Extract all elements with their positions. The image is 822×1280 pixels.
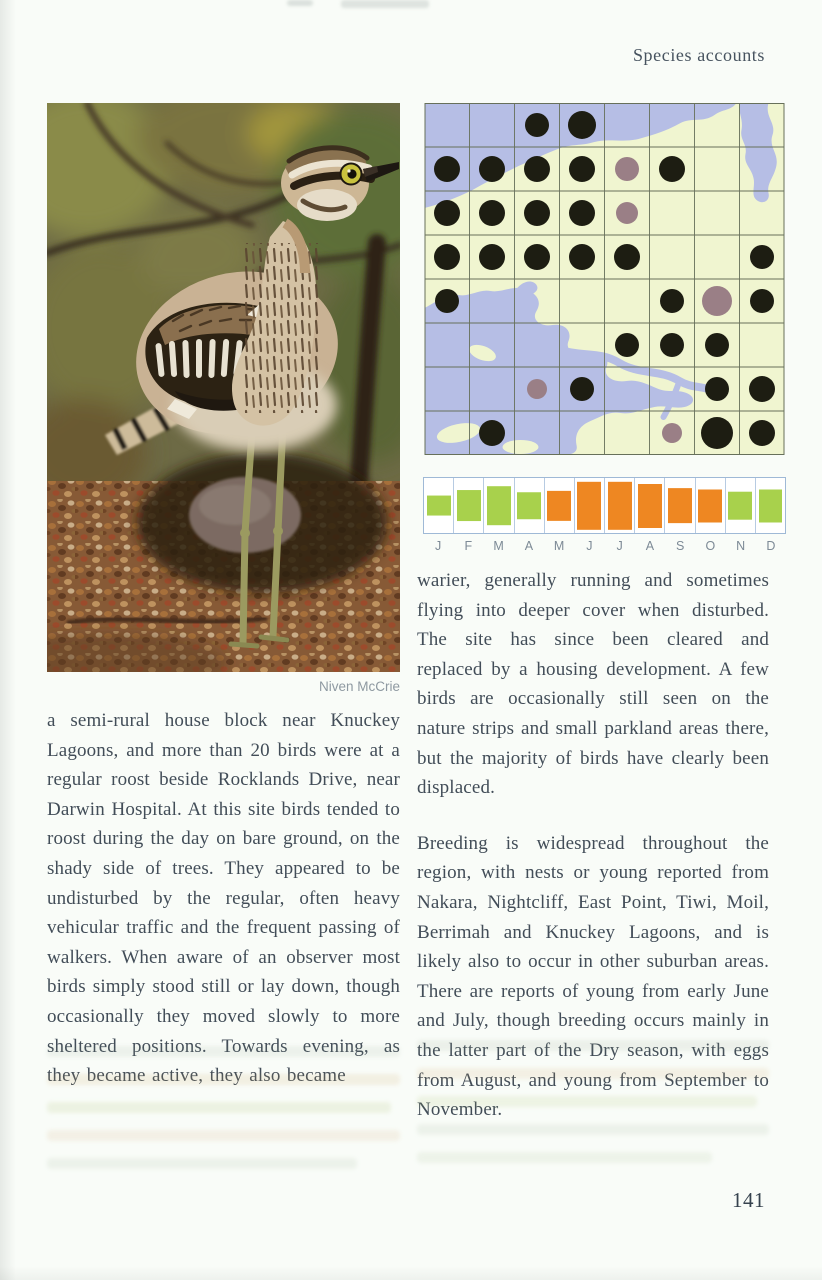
bird-photo (47, 103, 400, 672)
month-axis (423, 539, 786, 557)
record-dot-mauve (527, 379, 547, 399)
record-dot-black (660, 333, 684, 357)
month-cell (424, 478, 454, 533)
distribution-map (424, 103, 785, 455)
month-bar (577, 481, 601, 529)
month-label: J (435, 539, 442, 553)
month-bar (759, 489, 783, 522)
record-dot-mauve (702, 286, 732, 316)
record-dot-black (525, 113, 549, 137)
month-bar (638, 484, 662, 528)
record-dot-black (479, 156, 505, 182)
right-column (417, 566, 769, 1151)
record-dot-black (435, 289, 459, 313)
month-cell (605, 478, 635, 533)
month-cell (484, 478, 514, 533)
month-label: A (524, 539, 534, 553)
month-cell (515, 478, 545, 533)
page-number: 141 (732, 1188, 765, 1212)
showthrough-text (47, 1130, 400, 1141)
record-dot-mauve (616, 202, 638, 224)
month-bar (487, 486, 511, 526)
month-label: O (705, 539, 716, 553)
record-dot-black (660, 289, 684, 313)
body-paragraph: Breeding is widespread throughout the region, with nests or young reported from Nakara, Nightcliff, East Point, Tiwi, Moil, Berrimah and Knuckey Lagoons, and is likely also to occur in other suburban areas. There are reports of young from early June and July, though breeding occurs mainly in the latter part of the Dry season, with eggs from August, and young from September to November. (417, 832, 769, 1121)
page-edge-shadow (0, 0, 16, 1280)
month-label: J (586, 539, 593, 553)
record-dot-black (750, 289, 774, 313)
record-dot-black (705, 333, 729, 357)
record-dot-black (705, 377, 729, 401)
month-label: M (553, 539, 565, 553)
month-cell (545, 478, 575, 533)
record-dot-black (749, 420, 775, 446)
month-bar (668, 488, 692, 524)
month-label: F (464, 539, 473, 553)
body-paragraph: warier, generally running and sometimes flying into deeper cover when disturbed. The site has since been cleared and replaced by a housing development. A few birds are occasionally still seen on the nature strips and small parkland areas there, but the majority of birds have clearly been displaced. (417, 570, 769, 799)
showthrough-smudge (341, 0, 429, 8)
month-bar (698, 489, 722, 522)
bird-photo-art (47, 103, 400, 672)
record-dot-black (524, 244, 550, 270)
month-label: D (766, 539, 776, 553)
running-header: Species accounts (632, 45, 765, 65)
month-label: N (736, 539, 746, 553)
month-cell (575, 478, 605, 533)
record-dot-black (749, 376, 775, 402)
month-bar (457, 490, 481, 522)
body-paragraph: a semi-rural house block near Knuckey Lagoons, and more than 20 birds were at a regular roost beside Rocklands Drive, near Darwin Hospital. At this site birds tended to roost during the day on bare ground, on the shady side of trees. They appeared to be undisturbed by the regular, often heavy vehicular traffic and the frequent passing of walkers. When aware of an observer most birds simply stood still or lay down, though occasionally they moved slowly to more sheltered positions. Towards evening, as they became active, they also became (47, 710, 400, 1087)
record-dot-mauve (615, 157, 639, 181)
record-dot-black (570, 377, 594, 401)
seasonality-chart (423, 477, 786, 534)
month-cell (665, 478, 695, 533)
month-bar (427, 495, 451, 516)
month-cell (454, 478, 484, 533)
record-dot-black (659, 156, 685, 182)
record-dot-black (569, 156, 595, 182)
record-dot-black (479, 244, 505, 270)
record-dot-black (614, 244, 640, 270)
record-dot-black (750, 245, 774, 269)
month-cell (635, 478, 665, 533)
month-label: M (493, 539, 504, 553)
record-dot-mauve (662, 423, 682, 443)
record-dot-black (479, 420, 505, 446)
record-dot-black (524, 200, 550, 226)
showthrough-text (47, 1158, 357, 1169)
month-cell (756, 478, 785, 533)
record-dot-black (615, 333, 639, 357)
record-dot-black (701, 417, 733, 449)
record-dot-black (568, 111, 596, 139)
showthrough-smudge (287, 0, 313, 6)
month-label: S (675, 539, 685, 553)
page-bottom-shadow (0, 1266, 822, 1280)
record-dot-black (434, 200, 460, 226)
month-bar (517, 492, 541, 520)
photo-credit: Niven McCrie (318, 679, 400, 694)
record-dot-black (524, 156, 550, 182)
record-dot-black (434, 156, 460, 182)
month-label: J (616, 539, 623, 553)
left-column (47, 706, 400, 1117)
record-dot-black (569, 244, 595, 270)
month-bar (728, 491, 752, 520)
record-dot-black (569, 200, 595, 226)
month-label: A (645, 539, 655, 553)
distribution-map-art (424, 103, 785, 455)
record-dot-black (434, 244, 460, 270)
month-cell (726, 478, 756, 533)
month-cell (696, 478, 726, 533)
record-dot-black (479, 200, 505, 226)
month-bar (547, 490, 571, 520)
month-bar (608, 481, 632, 529)
showthrough-text (417, 1152, 712, 1163)
